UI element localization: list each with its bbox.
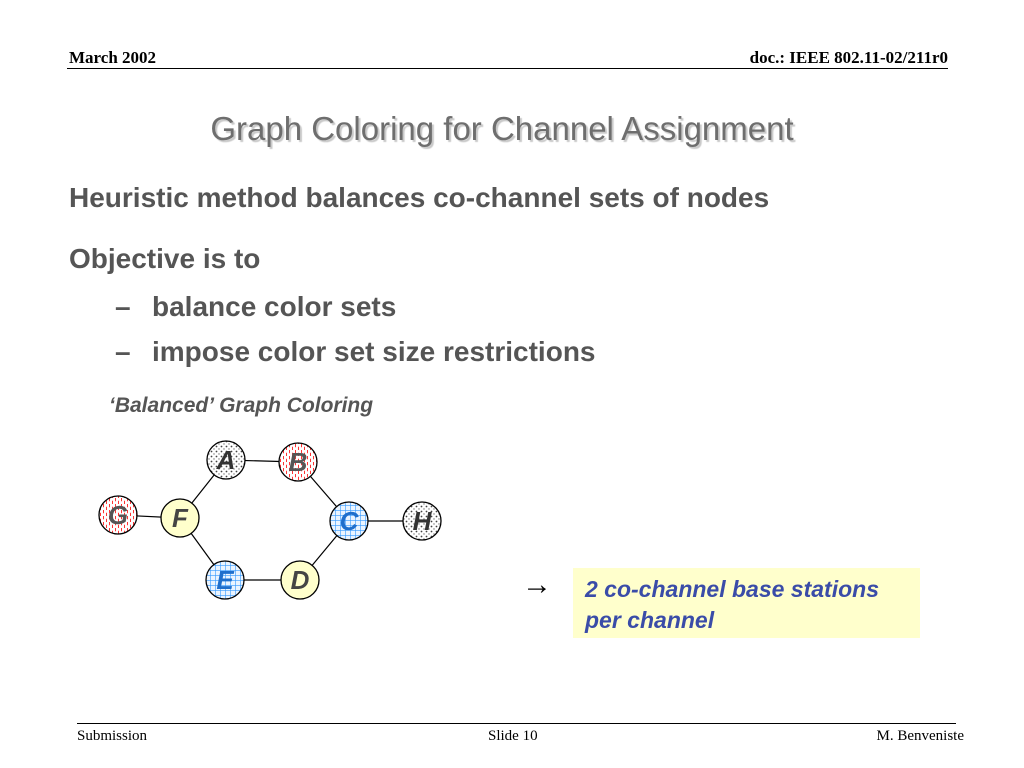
footer-submission: Submission <box>77 728 148 744</box>
node-a <box>207 441 245 479</box>
node-g <box>99 496 137 534</box>
node-d <box>281 561 319 599</box>
footer-slide-number: Slide 10 <box>488 728 538 744</box>
footer-author: M. Benveniste <box>876 728 964 744</box>
note-line-2: per channel <box>585 607 715 633</box>
header-doc-id: doc.: IEEE 802.11-02/211r0 <box>749 48 948 67</box>
node-b <box>279 443 317 481</box>
diagram-caption: ‘Balanced’ Graph Coloring <box>109 394 374 417</box>
node-label: H <box>412 506 432 536</box>
node-label: A <box>216 445 236 475</box>
arrow-icon: → <box>522 568 552 601</box>
subbullet-text: balance color sets <box>152 291 397 322</box>
header-date: March 2002 <box>69 48 157 67</box>
footer-divider <box>77 723 956 724</box>
bullet-objective: Objective is to <box>69 243 261 274</box>
note-line-1: 2 co-channel base stations <box>585 576 879 602</box>
subbullet-text: impose color set size restrictions <box>152 336 596 367</box>
dash-marker: – <box>115 336 131 367</box>
node-label: D <box>290 565 310 595</box>
node-label: C <box>339 506 359 536</box>
node-label: F <box>172 503 188 533</box>
slide-title: Graph Coloring for Channel Assignment <box>210 110 794 147</box>
node-label: G <box>107 500 129 530</box>
node-h <box>403 502 441 540</box>
node-c <box>330 502 368 540</box>
note-box <box>573 568 920 638</box>
dash-marker: – <box>115 291 131 322</box>
node-label: B <box>288 447 308 477</box>
bullet-heuristic: Heuristic method balances co-channel sets of nodes <box>69 182 770 213</box>
node-f <box>161 499 199 537</box>
node-e <box>206 561 244 599</box>
node-label: E <box>216 565 234 595</box>
